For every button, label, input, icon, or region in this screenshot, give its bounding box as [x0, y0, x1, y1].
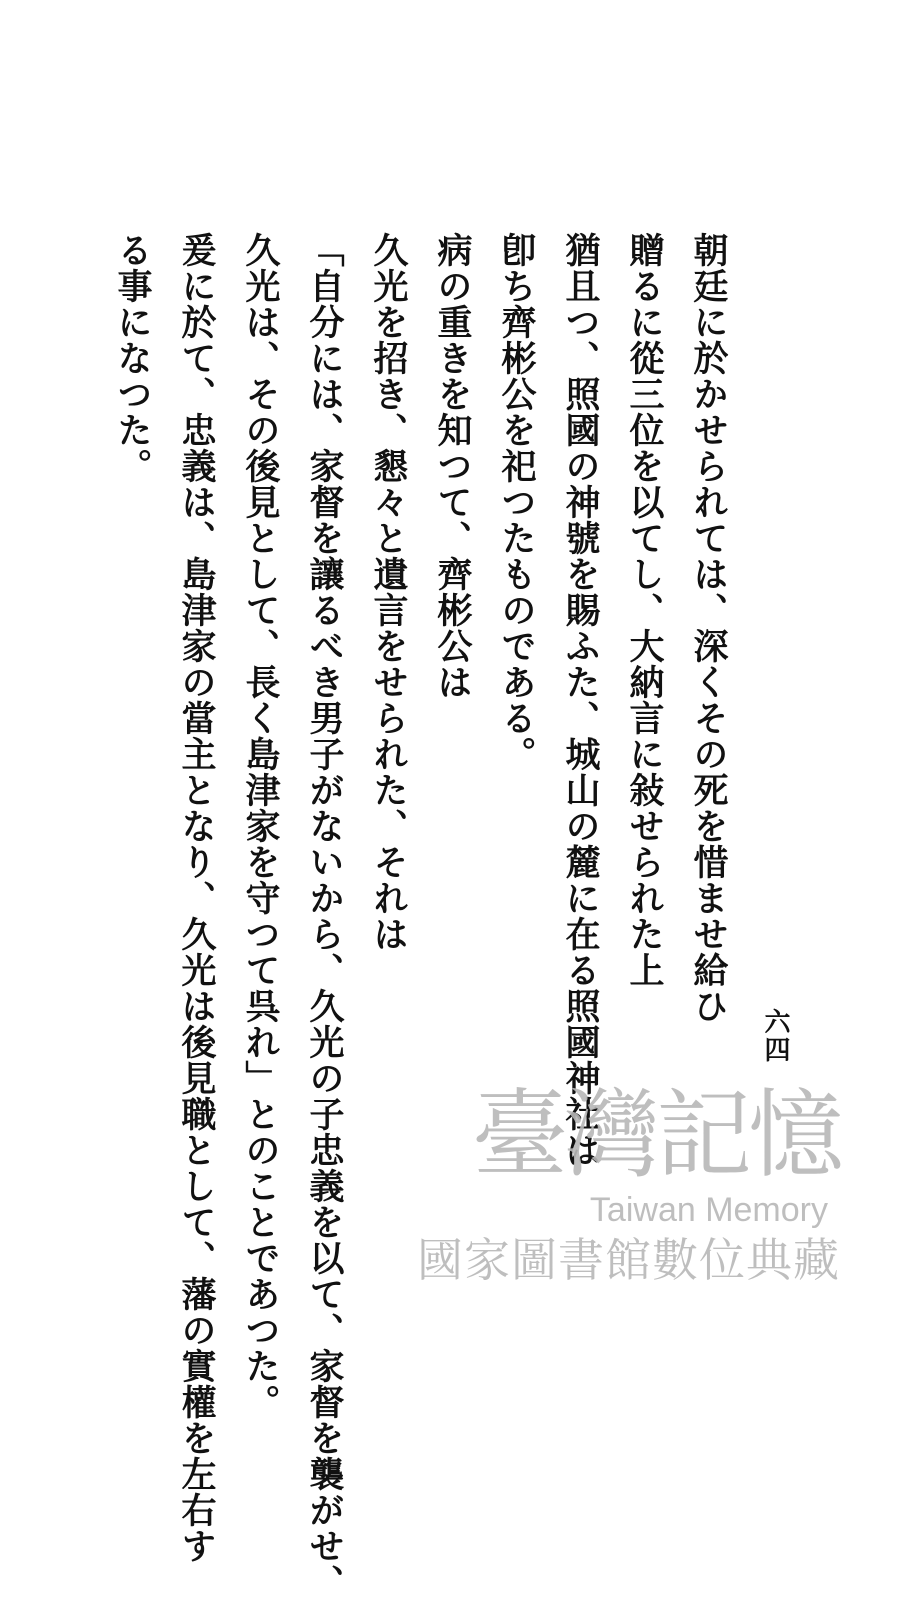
text-line-9: 爰に於て、忠義は、島津家の當主となり、久光は後見職として、藩の實權を左右す [176, 232, 217, 1564]
text-line-1: 朝廷に於かせられては、深くその死を惜ませ給ひ [688, 232, 729, 1024]
watermark-english-title: Taiwan Memory [589, 1191, 828, 1229]
text-line-2: 贈るに從三位を以てし、大納言に敍せられた上 [624, 232, 665, 988]
text-line-3: 猶且つ、照國の神號を賜ふた、城山の麓に在る照國神社は [560, 232, 601, 1168]
watermark [370, 1080, 840, 1290]
text-line-4: 卽ち齊彬公を祀つたものである。 [496, 232, 537, 772]
text-line-5: 病の重きを知つて、齊彬公は [432, 232, 473, 700]
text-line-7: 「自分には、家督を讓るべき男子がないから、久光の子忠義を以て、家督を襲がせ、 [304, 232, 345, 1600]
text-line-6: 久光を招き、懇々と遺言をせられた、それは [368, 232, 409, 952]
text-line-8: 久光は、その後見として、長く島津家を守つて呉れ」とのことであつた。 [240, 232, 281, 1420]
text-line-10: る事になつた。 [112, 232, 153, 484]
watermark-library-name: 國家圖書館數位典藏 [417, 1233, 840, 1287]
page-number: 六四 [760, 1008, 790, 1064]
watermark-chinese-title: 臺灣記憶 [472, 1079, 840, 1191]
